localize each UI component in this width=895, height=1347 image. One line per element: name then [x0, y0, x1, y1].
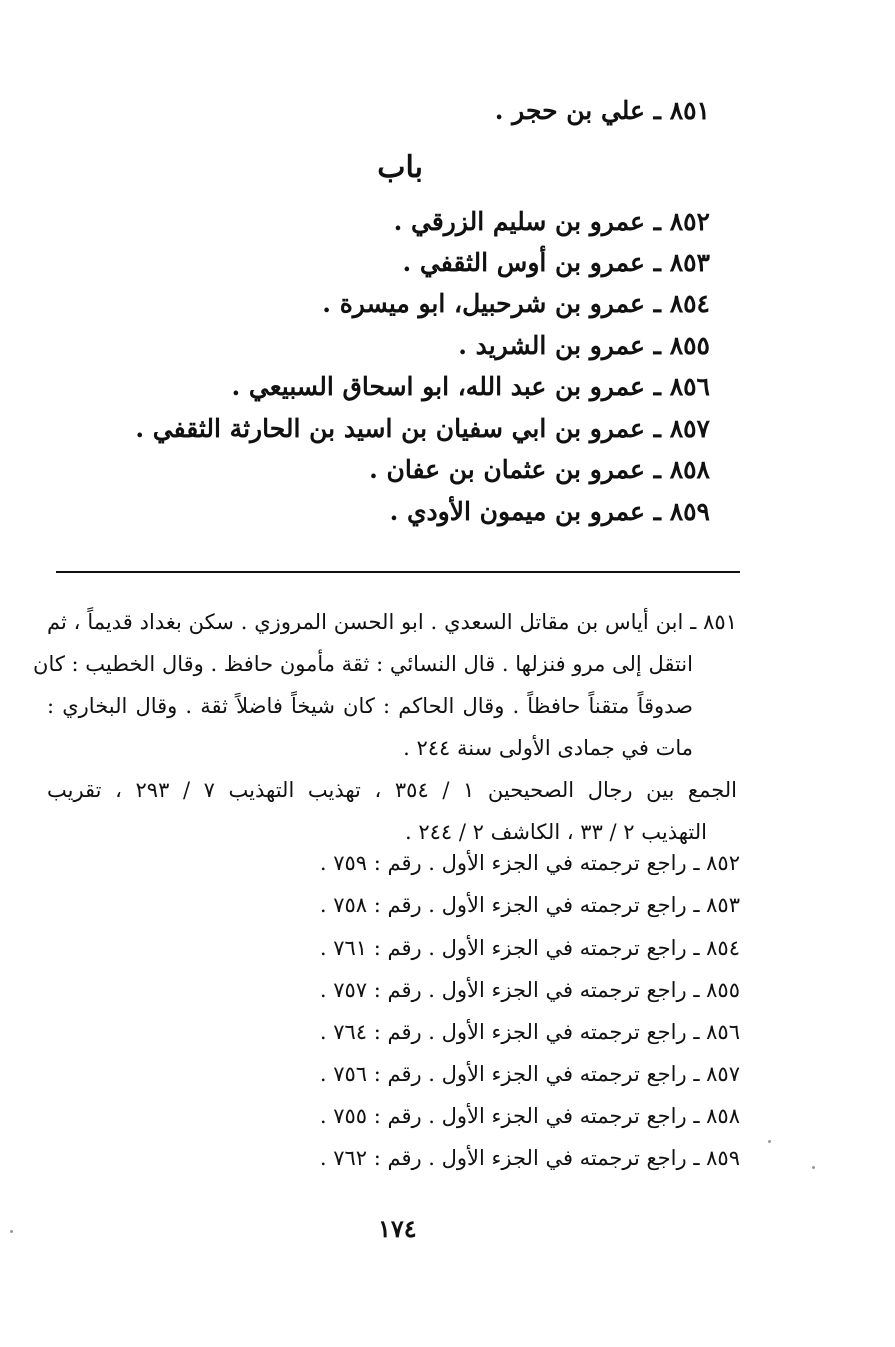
footnote-852: ٨٥٢ ـ راجع ترجمته في الجزء الأول . رقم : ٧٥٩ .: [319, 851, 740, 875]
footnote-857: ٨٥٧ ـ راجع ترجمته في الجزء الأول . رقم : ٧٥٦ .: [319, 1062, 740, 1086]
entry-856: ٨٥٦ ـ عمرو بن عبد الله، ابو اسحاق السبيعي .: [231, 372, 710, 401]
footnote-separator-rule: [56, 571, 740, 573]
entry-855: ٨٥٥ ـ عمرو بن الشريد .: [458, 331, 710, 360]
footnote-851-source-line: الجمع بين رجال الصحيحين ١ / ٣٥٤ ، تهذيب التهذيب ٧ / ٢٩٣ ، تقريب: [47, 778, 737, 802]
footnote-851-line: مات في جمادى الأولى سنة ٢٤٤ .: [403, 736, 693, 760]
scan-speck: [768, 1140, 771, 1143]
scan-speck: [812, 1166, 815, 1169]
footnote-853: ٨٥٣ ـ راجع ترجمته في الجزء الأول . رقم : ٧٥٨ .: [319, 893, 740, 917]
entry-854: ٨٥٤ ـ عمرو بن شرحبيل، ابو ميسرة .: [322, 289, 710, 318]
footnote-858: ٨٥٨ ـ راجع ترجمته في الجزء الأول . رقم : ٧٥٥ .: [319, 1104, 740, 1128]
footnote-854: ٨٥٤ ـ راجع ترجمته في الجزء الأول . رقم : ٧٦١ .: [319, 936, 740, 960]
footnote-851-sources: [47, 769, 737, 853]
footnote-859: ٨٥٩ ـ راجع ترجمته في الجزء الأول . رقم : ٧٦٢ .: [319, 1146, 740, 1170]
footnote-851-line: صدوقاً متقناً حافظاً . وقال الحاكم : كان شيخاً فاضلاً ثقة . وقال البخاري :: [47, 694, 693, 718]
footnote-851-line: ٨٥١ ـ ابن أياس بن مقاتل السعدي . ابو الحسن المروزي . سكن بغداد قديماً ، ثم: [47, 610, 737, 634]
footnote-855: ٨٥٥ ـ راجع ترجمته في الجزء الأول . رقم : ٧٥٧ .: [319, 978, 740, 1002]
footnote-856: ٨٥٦ ـ راجع ترجمته في الجزء الأول . رقم : ٧٦٤ .: [319, 1020, 740, 1044]
entry-858: ٨٥٨ ـ عمرو بن عثمان بن عفان .: [369, 455, 710, 484]
entry-851: ٨٥١ ـ علي بن حجر .: [494, 96, 710, 125]
section-heading: باب: [377, 150, 423, 185]
entry-852: ٨٥٢ ـ عمرو بن سليم الزرقي .: [393, 207, 710, 236]
page-number: ١٧٤: [378, 1214, 417, 1243]
entry-859: ٨٥٩ ـ عمرو بن ميمون الأودي .: [389, 497, 710, 526]
entry-853: ٨٥٣ ـ عمرو بن أوس الثقفي .: [402, 248, 710, 277]
footnote-851-line: انتقل إلى مرو فنزلها . قال النسائي : ثقة مأمون حافظ . وقال الخطيب : كان: [33, 652, 693, 676]
footnote-851-source-line: التهذيب ٢ / ٣٣ ، الكاشف ٢ / ٢٤٤ .: [405, 820, 707, 844]
footnote-851: [33, 601, 737, 769]
scan-speck: [10, 1230, 13, 1233]
entry-857: ٨٥٧ ـ عمرو بن ابي سفيان بن اسيد بن الحارثة الثقفي .: [135, 414, 710, 443]
